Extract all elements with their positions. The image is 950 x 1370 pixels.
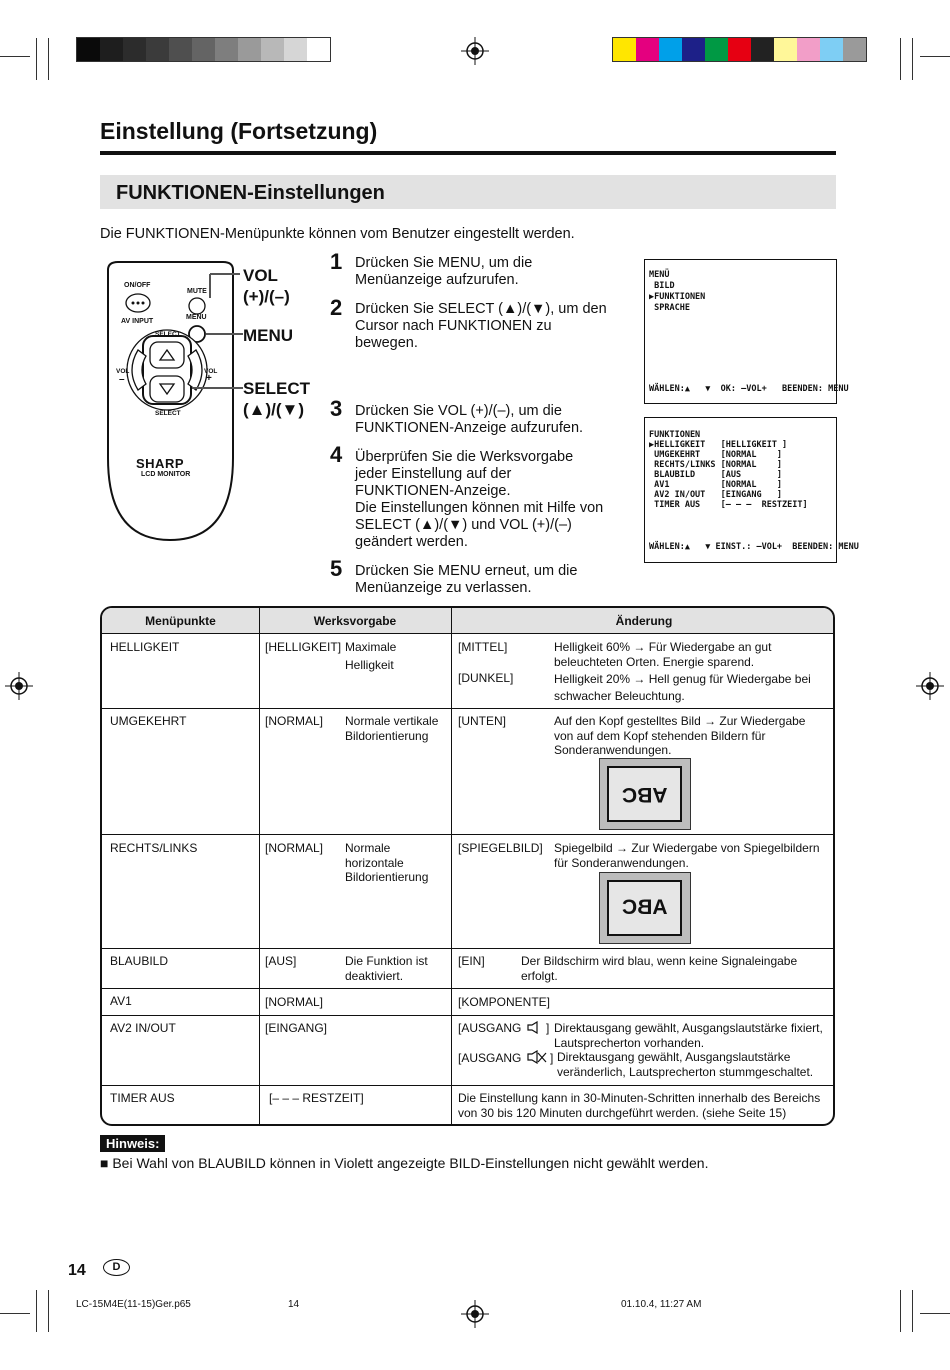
desc-line: Normale vertikale [345,714,439,728]
gray-swatch [146,38,169,61]
desc-line: Bildorientierung [345,728,429,743]
change-desc [521,954,797,983]
step-line: FUNKTIONEN-Anzeige. [355,483,511,499]
gray-swatch [100,38,123,61]
color-swatch [636,38,659,61]
row-default-value: [– – – RESTZEIT] [269,1091,364,1105]
remote-control-illustration [98,258,243,545]
gray-swatch [77,38,100,61]
osd-line: TIMER AUS [– – – RESTZEIT] [649,500,808,510]
step-line: Die Einstellungen können mit Hilfe von [355,500,604,516]
column-header: Werksvorgabe [313,614,397,628]
osd-footer: WÄHLEN:▲ ▼ EINST.: –VOL+ BEENDEN: MENU [649,542,859,552]
change-desc [554,640,771,669]
color-swatch [613,38,636,61]
remote-select-bottom-label: SELECT [155,410,181,417]
step-number: 5 [330,556,343,581]
desc-line: Direktausgang gewählt, Ausgangslautstärke fixiert, [554,1021,823,1035]
row-divider [102,948,833,949]
select-callout-line1: SELECT [243,379,311,398]
settings-table [100,606,835,1126]
gray-swatch [284,38,307,61]
osd-line: RECHTS/LINKS [NORMAL ] [649,460,783,470]
crop-mark [36,1290,37,1332]
crop-mark [0,56,30,57]
remote-vol-plus: + [206,373,212,384]
step-number: 4 [330,442,343,467]
change-value: [UNTEN] [458,714,506,728]
step-5-text [355,563,577,597]
remote-select-top-label: SELECT [155,331,181,338]
step-line: Drücken Sie SELECT (▲)/(▼), um den [355,301,607,317]
page-number: 14 [68,1262,86,1279]
remote-mute-label: MUTE [187,288,207,295]
remote-menu-small-label: MENU [186,314,207,321]
color-bar [612,37,867,62]
step-2-text [355,301,607,352]
color-swatch [797,38,820,61]
row-item: HELLIGKEIT [110,640,180,654]
remote-onoff-label: ON/OFF [124,282,151,289]
desc-line: Spiegelbild → Zur Wiedergabe von Spiegelbildern [554,841,820,855]
osd-line: ▶HELLIGKEIT [HELLIGKEIT ] [649,440,788,450]
change-desc [554,1021,823,1050]
change-value: [EIN] [458,954,485,968]
gray-swatch [307,38,330,61]
gray-color-bar [76,37,331,62]
desc-line: Bildorientierung [345,870,429,884]
row-default-value: [NORMAL] [265,995,324,1009]
color-swatch [682,38,705,61]
footer-filename: LC-15M4E(11-15)Ger.p65 [76,1299,191,1310]
row-default-desc [345,714,438,743]
gray-swatch [238,38,261,61]
language-badge: D [103,1259,130,1276]
desc-line: Lautsprecherton vorhanden. [554,1035,705,1050]
remote-vol-minus: – [119,374,125,385]
page-title: Einstellung (Fortsetzung) [100,118,378,144]
desc-line: für Sonderanwendungen. [554,855,689,870]
color-swatch [843,38,866,61]
row-divider [102,834,833,835]
note-text: ■ Bei Wahl von BLAUBILD können in Violett angezeigte BILD-Einstellungen nicht gewählt werden. [100,1155,709,1171]
desc-line: Die Funktion ist [345,954,428,968]
desc-line: erfolgt. [521,968,558,983]
row-divider [102,1085,833,1086]
osd-line: BLAUBILD [AUS ] [649,470,783,480]
intro-text: Die FUNKTIONEN-Menüpunkte können vom Benutzer eingestellt werden. [100,226,575,242]
step-line: Drücken Sie MENU erneut, um die [355,563,578,579]
change-value: [MITTEL] [458,640,508,654]
desc-line: Maximale [345,640,397,654]
menu-callout: MENU [243,326,294,345]
crop-mark [912,38,913,80]
osd-main-menu [644,259,849,404]
step-1-text [355,255,532,289]
color-swatch [774,38,797,61]
crop-mark [900,38,901,80]
row-item: TIMER AUS [110,1091,175,1105]
change-desc [554,671,811,705]
mirror-image [599,872,691,944]
desc-line: Helligkeit [345,657,394,672]
vol-callout-line2: (+)/(–) [243,287,290,306]
change-value [458,1050,553,1066]
crop-mark [920,1313,950,1314]
step-line: Menüanzeige aufzurufen. [355,272,519,288]
crop-mark [920,56,950,57]
change-desc [557,1050,813,1079]
row-item: AV2 IN/OUT [110,1021,176,1035]
color-swatch [728,38,751,61]
gray-swatch [123,38,146,61]
gray-swatch [261,38,284,61]
row-item: RECHTS/LINKS [110,841,198,855]
gray-swatch [192,38,215,61]
registration-mark-icon [916,672,944,700]
step-line: jeder Einstellung auf der [355,466,512,482]
step-number: 3 [330,396,343,421]
osd-line: BILD [649,281,675,291]
osd-line: FUNKTIONEN [649,430,701,440]
footer-timestamp: 01.10.4, 11:27 AM [621,1299,702,1310]
crop-mark [0,1313,30,1314]
row-default-value: [NORMAL] [265,841,324,855]
step-4-text [355,449,603,551]
desc-line: Der Bildschirm wird blau, wenn keine Signaleingabe [521,954,798,968]
remote-av-input-label: AV INPUT [121,318,154,325]
note-label: Hinweis: [100,1135,165,1152]
change-value-text: [AUSGANG [458,1051,522,1065]
desc-line: veränderlich, Lautsprecherton stummgeschaltet. [557,1064,814,1079]
color-swatch [820,38,843,61]
row-item: UMGEKEHRT [110,714,187,728]
step-line: Drücken Sie VOL (+)/(–), um die [355,403,562,419]
row-item: BLAUBILD [110,954,169,968]
step-3-text [355,403,583,437]
desc-line: Auf den Kopf gestelltes Bild → Zur Wiedergabe [554,714,806,728]
row-default-value: [AUS] [265,954,297,968]
crop-mark [48,38,49,80]
remote-vol-left-label: VOL [116,368,130,375]
column-divider [259,608,260,1124]
desc-line: von auf dem Kopf stehenden Bildern für [554,728,766,743]
change-value [458,1021,549,1036]
osd-footer: WÄHLEN:▲ ▼ OK: –VOL+ BEENDEN: MENU [649,384,849,394]
row-default-desc [345,841,428,885]
change-value: [SPIEGELBILD] [458,841,543,855]
mirror-text: ABC [621,896,668,919]
gray-swatch [215,38,238,61]
row-divider [102,708,833,709]
desc-line: Helligkeit 20% → Hell genug für Wiedergabe bei [554,672,811,686]
change-desc [554,841,820,870]
section-title: FUNKTIONEN-Einstellungen [116,182,385,204]
column-divider [451,608,452,1124]
select-callout-line2: (▲)/(▼) [243,400,305,419]
footer-page: 14 [288,1299,300,1310]
osd-line: ▶FUNKTIONEN [649,292,706,302]
upside-down-screen [607,766,682,822]
step-line: Drücken Sie MENU, um die [355,255,533,271]
column-header: Menüpunkte [145,614,216,628]
section-header [100,175,836,209]
desc-line: schwacher Beleuchtung. [554,689,685,703]
registration-mark-icon [5,672,33,700]
osd-line: AV2 IN/OUT [EINGANG ] [649,490,783,500]
change-value-end: ] [550,1051,554,1065]
row-default-value: [HELLIGKEIT] [265,640,342,654]
desc-line: beleuchteten Orten. Energie sparend. [554,654,755,669]
row-item: AV1 [110,994,132,1008]
registration-mark-icon [461,1300,489,1328]
step-line: Cursor nach FUNKTIONEN zu [355,318,552,334]
desc-line: Die Einstellung kann in 30-Minuten-Schritten innerhalb des Bereichs [458,1091,821,1105]
step-number: 2 [330,295,343,320]
remote-vol-right-label: VOL [204,368,218,375]
desc-line: Sonderanwendungen. [554,743,672,757]
remote-model-label: LCD MONITOR [141,471,191,478]
row-divider [102,988,833,989]
desc-line: Normale [345,841,391,855]
upside-down-image [599,758,691,830]
crop-mark [900,1290,901,1332]
mirror-screen [607,880,682,936]
step-line: bewegen. [355,335,418,351]
change-value-end: ] [546,1021,550,1035]
crop-mark [912,1290,913,1332]
desc-line: Direktausgang gewählt, Ausgangslautstärke [557,1050,791,1064]
table-header [102,608,833,634]
change-value: [DUNKEL] [458,671,514,685]
step-line: geändert werden. [355,534,468,550]
osd-line: SPRACHE [649,303,690,313]
step-number: 1 [330,249,343,274]
registration-mark-icon [461,37,489,65]
column-header: Änderung [615,614,673,628]
remote-brand-logo: SHARP [136,456,185,471]
row-default-value: [NORMAL] [265,714,324,728]
osd-line: MENÜ [649,270,670,280]
gray-swatch [169,38,192,61]
speaker-icon [527,1021,543,1034]
crop-mark [48,1290,49,1332]
title-rule [100,151,836,155]
desc-line: deaktiviert. [345,968,404,983]
step-line: FUNKTIONEN-Anzeige aufzurufen. [355,420,584,436]
speaker-muted-icon [527,1050,547,1064]
row-default-value: [EINGANG] [265,1021,328,1035]
row-default-desc [345,640,396,672]
osd-functions-menu [644,417,859,563]
color-swatch [705,38,728,61]
desc-line: Helligkeit 60% → Für Wiedergabe an gut [554,640,772,654]
change-value: [KOMPONENTE] [458,995,551,1009]
desc-line: horizontale [345,855,404,870]
step-line: Menüanzeige zu verlassen. [355,580,532,596]
color-swatch [659,38,682,61]
crop-mark [36,38,37,80]
change-desc [458,1091,820,1120]
color-swatch [751,38,774,61]
desc-line: von 30 bis 120 Minuten durchgeführt werden. (siehe Seite 15) [458,1105,787,1120]
change-desc [554,714,805,758]
osd-line: AV1 [NORMAL ] [649,480,783,490]
upside-down-text: ABC [621,783,668,806]
row-divider [102,1015,833,1016]
change-value-text: [AUSGANG [458,1021,522,1035]
row-default-desc [345,954,428,983]
step-line: SELECT (▲)/(▼) und VOL (+)/(–) [355,517,572,533]
vol-callout-line1: VOL [243,266,278,285]
step-line: Überprüfen Sie die Werksvorgabe [355,449,574,465]
osd-line: UMGEKEHRT [NORMAL ] [649,450,783,460]
